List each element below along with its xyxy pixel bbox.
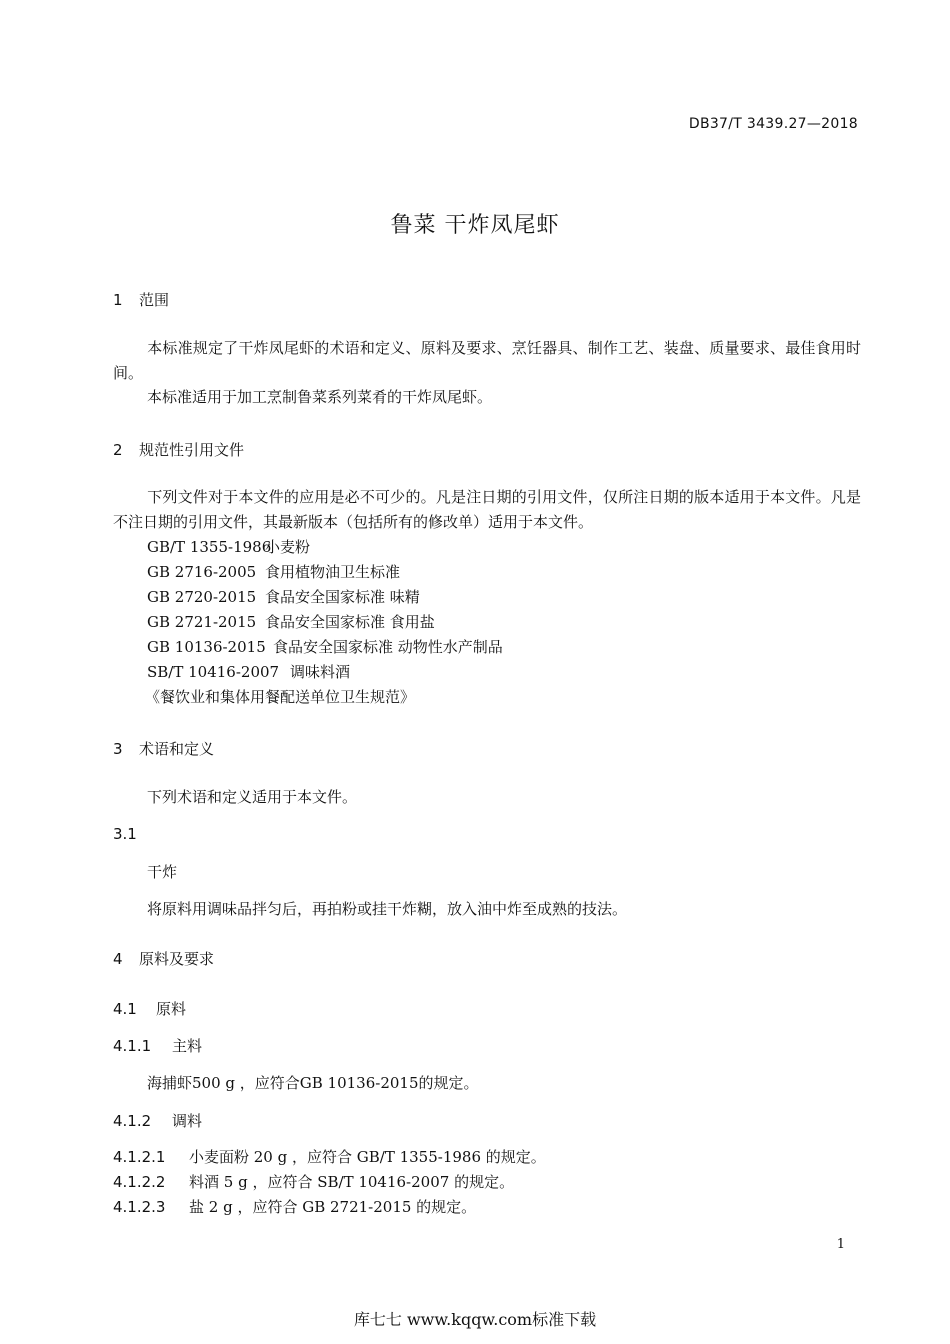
reference-name: 小麦粉	[265, 538, 311, 556]
main-ingredient-text: 海捕虾500 g ，应符合GB 10136-2015的规定。	[147, 1074, 479, 1092]
reference-name: 食用植物油卫生标准	[265, 563, 401, 581]
section-4-1-2-heading	[113, 1110, 202, 1131]
section-title: 调料	[172, 1112, 203, 1130]
section-number: 4.1.1	[113, 1037, 152, 1055]
seasoning-item	[113, 1146, 546, 1167]
paragraph-text: 下列文件对于本文件的应用是必不可少的。凡是注日期的引用文件，仅所注日期的版本适用于本文件。凡是不注日期的引用文件，其最新版本（包括所有的修改单）适用于本文件。	[113, 488, 861, 531]
reference-item	[147, 636, 503, 657]
reference-code: SB/T 10416-2007	[147, 663, 280, 681]
seasoning-item	[113, 1196, 476, 1217]
page-number: 1	[836, 1237, 845, 1252]
paragraph-text: 本标准规定了干炸凤尾虾的术语和定义、原料及要求、烹饪器具、制作工艺、装盘、质量要求、最佳食用时间。	[113, 339, 861, 382]
section-number: 1	[113, 291, 123, 309]
scope-paragraph-1	[113, 336, 861, 386]
item-text: 小麦面粉 20 g ，应符合 GB/T 1355-1986 的规定。	[189, 1148, 546, 1166]
scope-paragraph-2	[113, 385, 861, 410]
section-title: 主料	[172, 1037, 203, 1055]
item-number: 4.1.2.1	[113, 1148, 166, 1166]
term-definition: 将原料用调味品拌匀后，再拍粉或挂干炸糊，放入油中炸至成熟的技法。	[147, 900, 628, 918]
reference-name: 食品安全国家标准 动物性水产制品	[273, 638, 503, 656]
section-4-1-heading	[113, 998, 186, 1019]
references-intro	[113, 485, 861, 535]
section-number: 4	[113, 950, 123, 968]
standard-code: DB37/T 3439.27—2018	[688, 116, 858, 132]
reference-name: 食品安全国家标准 食用盐	[265, 613, 435, 631]
reference-code: GB/T 1355-1986	[147, 538, 272, 556]
section-title: 原料	[156, 1000, 187, 1018]
reference-item	[147, 561, 400, 582]
reference-item	[147, 536, 310, 557]
section-number: 3	[113, 740, 123, 758]
reference-code: GB 2720-2015	[147, 588, 257, 606]
section-title: 原料及要求	[139, 950, 215, 968]
reference-item	[147, 586, 420, 607]
reference-item	[147, 661, 350, 682]
section-title: 范围	[139, 291, 170, 309]
reference-item: 《餐饮业和集体用餐配送单位卫生规范》	[145, 688, 416, 706]
section-title: 规范性引用文件	[139, 441, 245, 459]
section-4-1-1-heading	[113, 1035, 202, 1056]
item-number: 4.1.2.2	[113, 1173, 166, 1191]
reference-item	[147, 611, 435, 632]
footer-watermark: 库七七 www.kqqw.com标准下载	[353, 1310, 597, 1329]
section-number: 4.1.2	[113, 1112, 152, 1130]
document-title: 鲁菜 干炸凤尾虾	[390, 213, 560, 238]
terms-intro: 下列术语和定义适用于本文件。	[147, 788, 358, 806]
section-3-heading	[113, 738, 214, 759]
reference-name: 调味料酒	[290, 663, 351, 681]
reference-name: 食品安全国家标准 味精	[265, 588, 420, 606]
section-2-heading	[113, 439, 244, 460]
reference-code: GB 2721-2015	[147, 613, 257, 631]
section-number: 2	[113, 441, 123, 459]
term-number: 3.1	[113, 825, 137, 843]
section-number: 4.1	[113, 1000, 137, 1018]
term-name: 干炸	[147, 863, 178, 881]
item-text: 料酒 5 g ，应符合 SB/T 10416-2007 的规定。	[189, 1173, 515, 1191]
section-1-heading	[113, 289, 169, 310]
reference-code: GB 2716-2005	[147, 563, 257, 581]
section-4-heading	[113, 948, 214, 969]
seasoning-item	[113, 1171, 514, 1192]
item-number: 4.1.2.3	[113, 1198, 166, 1216]
reference-code: GB 10136-2015	[147, 638, 266, 656]
paragraph-text: 本标准适用于加工烹制鲁菜系列菜肴的干炸凤尾虾。	[147, 388, 493, 406]
section-title: 术语和定义	[139, 740, 215, 758]
item-text: 盐 2 g ，应符合 GB 2721-2015 的规定。	[189, 1198, 477, 1216]
